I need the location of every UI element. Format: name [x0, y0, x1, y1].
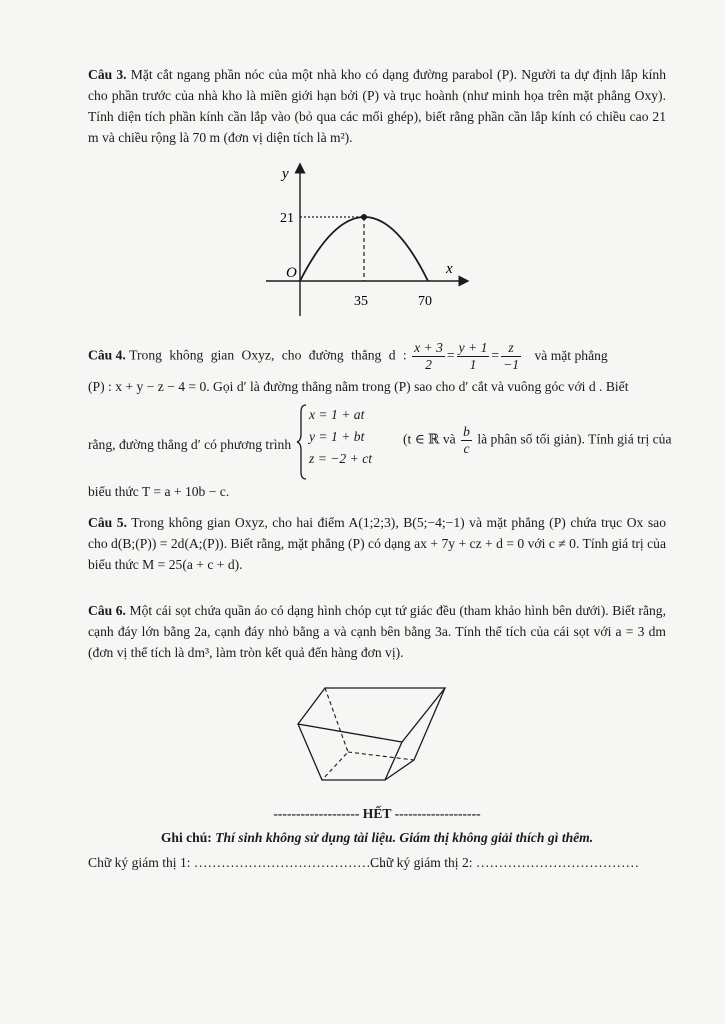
- origin-label: O: [286, 265, 297, 281]
- equation-x: x = 1 + at: [309, 407, 365, 422]
- question-6: [88, 600, 666, 663]
- question-6-text: Một cái sọt chứa quần áo có dạng hình chóp cụt tứ giác đều (tham khảo hình bên dưới). Biết rằng, cạnh đáy lớn bằng 2a, cạnh đáy nhỏ bằng a và cạnh bên bằng 3a. Tính thể tích của cái sọt với a = 3 dm (đơn vị thể tích là dm³, làm tròn kết quả đến hàng đơn vị).: [88, 603, 666, 660]
- y-axis-label: y: [282, 166, 289, 182]
- fraction-x-num: x + 3: [414, 340, 443, 355]
- system-brace: [296, 404, 308, 480]
- vertex-point: [361, 214, 367, 220]
- question-4-text-a: Trong không gian Oxyz, cho đường thẳng d :: [129, 347, 407, 363]
- parabola-graph: [262, 160, 472, 320]
- question-3-label: Câu 3.: [88, 67, 127, 82]
- question-3: [88, 64, 666, 148]
- y-tick-label: 21: [280, 211, 294, 226]
- question-4-line-3a: rằng, đường thẳng d′ có phương trình: [88, 437, 292, 452]
- fraction-x-den: 2: [425, 357, 432, 372]
- fraction-z-den: −1: [503, 357, 520, 372]
- question-5-label: Câu 5.: [88, 515, 127, 530]
- question-4-line-1: Câu 4. Trong không gian Oxyz, cho đường thẳng d : $\frac{x + 3}{2}$ = $\frac{y + 1}{1}$ = $\frac{z}{-1}$ và mặt phẳng: [88, 340, 608, 372]
- question-5-text: Trong không gian Oxyz, cho hai điểm A(1;2;3), B(5;−4;−1) và mặt phẳng (P) chứa trục Ox sao cho d(B;(P)) = 2d(A;(P)). Biết rằng, mặt phẳng (P) có dạng ax + 7y + cz + d = 0 với c ≠ 0. Tính giá trị của biểu thức M = 25(a + c + d).: [88, 515, 666, 572]
- question-4-label: Câu 4.: [88, 347, 126, 363]
- question-3-text: Mặt cắt ngang phần nóc của một nhà kho có dạng đường parabol (P). Người ta dự định lắp kính cho phần trước của nhà kho là miền giới hạn bởi (P) và trục hoành (như minh họa trên mặt phẳng Oxy). Tính diện tích phần kính cần lắp vào (bỏ qua các mối ghép), biết rằng phần cần lắp kính có chiều cao 21 m và chiều rộng là 70 m (đơn vị diện tích là m²).: [88, 67, 666, 145]
- fraction-y-den: 1: [469, 357, 477, 372]
- x-axis-label: x: [446, 261, 453, 277]
- note: [88, 830, 666, 846]
- fraction-b-num: b: [463, 424, 470, 439]
- end-marker: ------------------- HẾT -------------------: [273, 806, 481, 821]
- fraction-x: [412, 340, 445, 373]
- equation-z: z = −2 + ct: [309, 451, 373, 466]
- x-tick-end-label: 70: [418, 294, 432, 309]
- fraction-c-den: c: [463, 441, 470, 456]
- equation-system: [309, 404, 372, 470]
- note-label: Ghi chú:: [160, 830, 212, 845]
- equation-y: y = 1 + bt: [309, 429, 365, 444]
- fraction-z-num: z: [501, 340, 521, 357]
- signature-1: Chữ ký giám thị 1: ……………………………………: [88, 855, 385, 870]
- question-4-line-3b: [403, 424, 671, 457]
- fraction-z: [501, 340, 521, 373]
- question-4-line-4: biểu thức T = a + 10b − c.: [88, 484, 230, 499]
- question-5: [88, 512, 666, 575]
- fraction-b-c: [461, 424, 472, 457]
- question-4-line-2: (P) : x + y − z − 4 = 0. Gọi d′ là đường thẳng nằm trong (P) sao cho d′ cắt và vuông góc với d . Biết: [88, 379, 629, 394]
- frustum-figure: [290, 680, 450, 790]
- question-4-text-c: là phân số tối giản). Tính giá trị của: [477, 431, 672, 447]
- fraction-y-num: y + 1: [458, 340, 488, 355]
- question-6-label: Câu 6.: [88, 603, 126, 618]
- question-4-text-b: và mặt phẳng: [534, 347, 608, 363]
- fraction-y: [457, 340, 490, 373]
- question-4-text-t: (t ∈ ℝ và: [403, 431, 456, 447]
- signature-2: Chữ ký giám thị 2: ………………………………: [370, 855, 640, 870]
- x-tick-mid-label: 35: [354, 294, 368, 309]
- note-text: Thí sinh không sử dụng tài liệu. Giám thị không giải thích gì thêm.: [215, 830, 594, 845]
